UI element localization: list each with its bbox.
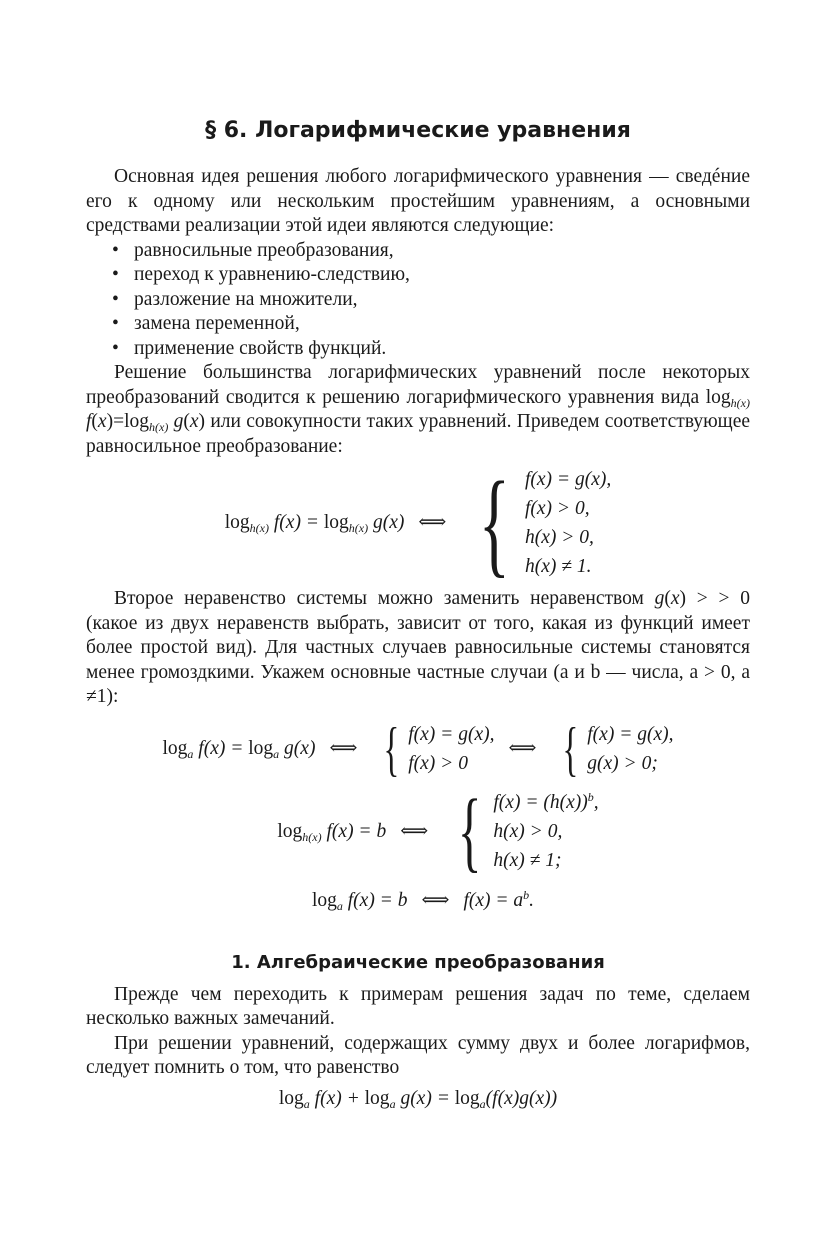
paragraph-sum-logs: При решении уравнений, содержащих сумму двух и более логарифмов, следует помнить о том, что равенство (86, 1032, 750, 1078)
equation-variable-base: $\log_{h(x)} f(x) = b$ ⟺ { $f(x) = (h(x))^b$, h(x) > 0, h(x) ≠ 1; (277, 781, 599, 881)
system-general: { f(x) = g(x), f(x) > 0, h(x) > 0, h(x) ≠ 1. (479, 457, 612, 588)
intro-paragraph: Основная идея решения любого логарифмического уравнения — сведéние его к одному или нескольким простейшим уравнениям, а основными средствами реализации этой идеи являются следующие: (86, 166, 750, 236)
content (86, 110, 750, 1115)
list-item: • равносильные преобразования, (112, 239, 394, 261)
equation-simple: $\log_a f(x) = b$ ⟺ $f(x) = a^b$. (311, 887, 535, 913)
system-constant-base-2: { f(x) = g(x), g(x) > 0; (562, 715, 674, 782)
equation-constant-base: $\log_a f(x) = \log_a g(x)$ ⟺ { f(x) = g(x), f(x) > 0 ⟺ { f(x) = g(x), g(x) > 0; (162, 715, 674, 782)
methods-list (86, 239, 750, 362)
section-heading: 1. Алгебраические преобразования (231, 951, 605, 973)
system-constant-base-1: { f(x) = g(x), f(x) > 0 (383, 715, 495, 782)
list-item: • разложение на множители, (112, 288, 358, 310)
list-item: • переход к уравнению-следствию, (112, 264, 410, 285)
page-title: § 6. Логарифмические уравнения (205, 118, 631, 143)
equation-general: $\log_{h(x)} f(x) = \log_{h(x)} g(x)$ ⟺ { f(x) = g(x), f(x) > 0, h(x) > 0, h(x) ≠ 1. (224, 457, 612, 588)
paragraph-special-cases: Второе неравенство системы можно заменить неравенством g(x) > > 0 (какое из двух неравенств выбрать, зависит от того, какая из функций имеет более простой вид). Для частных случаев равносильные системы становятся менее громоздкими. Укажем основные частные случаи (a и b — числа, a > 0, a ≠1): (86, 588, 750, 707)
paragraph-reduction: Решение большинства логарифмических уравнений после некоторых преобразований сводится к решению логарифмического уравнения вида $\log_{h(x)} f(x)=\log_{h(x)}$ g(x) или совокупности таких уравнений. Приведем соответствующее равносильное преобразование: (86, 362, 751, 457)
system-variable-base: { $f(x) = (h(x))^b$, h(x) > 0, h(x) ≠ 1; (457, 781, 599, 881)
list-item: • применение свойств функций. (112, 337, 387, 359)
paragraph-remarks: Прежде чем переходить к примерам решения задач по теме, сделаем несколько важных замечаний. (86, 983, 750, 1029)
list-item: • замена переменной, (112, 313, 300, 334)
equation-sum-logs: $\log_a f(x) + \log_a g(x) = \log_a(f(x)g(x))$ (278, 1087, 558, 1111)
